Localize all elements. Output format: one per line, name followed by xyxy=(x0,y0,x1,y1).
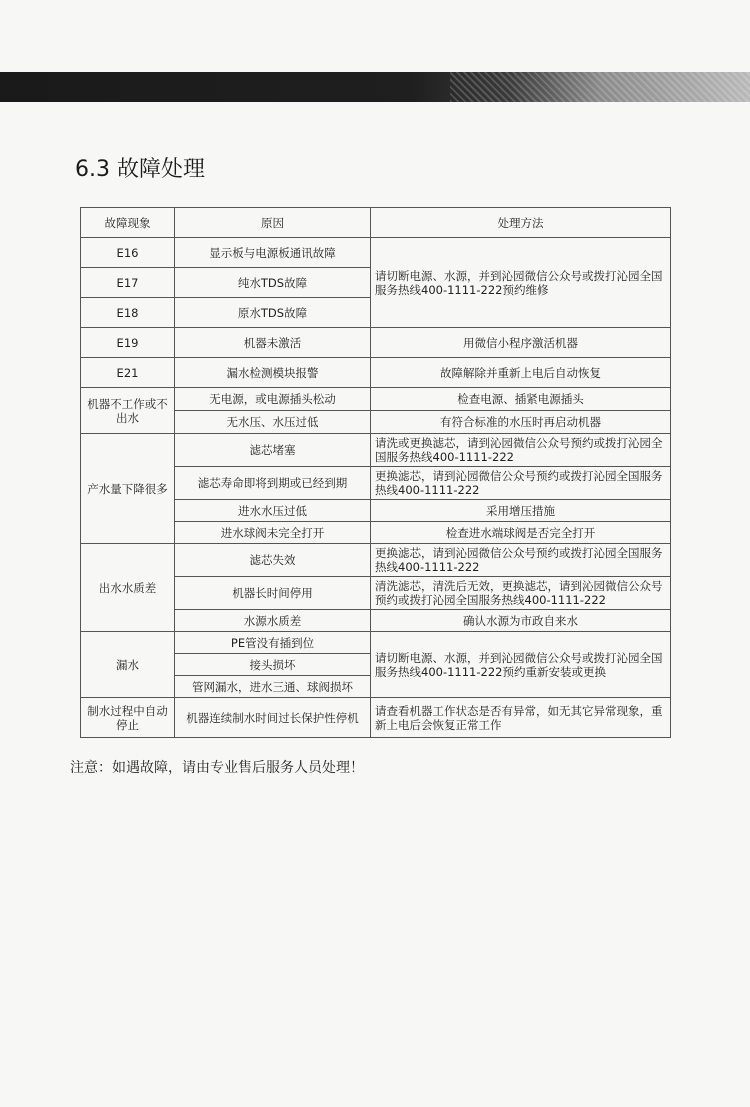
header-bar xyxy=(0,72,750,102)
solution-cell: 请洗或更换滤芯，请到沁园微信公众号预约或拨打沁园全国服务热线400-1111-222 xyxy=(371,434,671,467)
cause-cell: 纯水TDS故障 xyxy=(175,268,371,298)
cause-cell: PE管没有插到位 xyxy=(175,632,371,654)
solution-cell: 有符合标准的水压时再启动机器 xyxy=(371,411,671,434)
header-cause: 原因 xyxy=(175,208,371,238)
phenomenon-cell: E21 xyxy=(81,358,175,388)
footer-note: 注意：如遇故障，请由专业售后服务人员处理！ xyxy=(70,760,364,776)
phenomenon-cell: 产水量下降很多 xyxy=(81,434,175,544)
cause-cell: 进水水压过低 xyxy=(175,500,371,522)
solution-cell: 清洗滤芯，清洗后无效，更换滤芯，请到沁园微信公众号预约或拨打沁园全国服务热线400-1111-222 xyxy=(371,577,671,610)
cause-cell: 无水压、水压过低 xyxy=(175,411,371,434)
phenomenon-cell: 漏水 xyxy=(81,632,175,698)
solution-cell: 确认水源为市政自来水 xyxy=(371,610,671,632)
phenomenon-cell: 制水过程中自动停止 xyxy=(81,698,175,738)
section-title: 6.3 故障处理 xyxy=(75,157,205,182)
table-row xyxy=(81,544,671,577)
cause-cell: 原水TDS故障 xyxy=(175,298,371,328)
cause-cell: 滤芯失效 xyxy=(175,544,371,577)
solution-cell: 请查看机器工作状态是否有异常，如无其它异常现象，重新上电后会恢复正常工作 xyxy=(371,698,671,738)
cause-cell: 显示板与电源板通讯故障 xyxy=(175,238,371,268)
cause-cell: 机器未激活 xyxy=(175,328,371,358)
phenomenon-cell: 机器不工作或不出水 xyxy=(81,388,175,434)
solution-cell: 用微信小程序激活机器 xyxy=(371,328,671,358)
solution-cell: 故障解除并重新上电后自动恢复 xyxy=(371,358,671,388)
table-row xyxy=(81,388,671,411)
solution-cell: 更换滤芯，请到沁园微信公众号预约或拨打沁园全国服务热线400-1111-222 xyxy=(371,467,671,500)
cause-cell: 接头损坏 xyxy=(175,654,371,676)
cause-cell: 水源水质差 xyxy=(175,610,371,632)
cause-cell: 漏水检测模块报警 xyxy=(175,358,371,388)
phenomenon-cell: E16 xyxy=(81,238,175,268)
fault-table xyxy=(80,207,671,738)
solution-cell: 检查进水端球阀是否完全打开 xyxy=(371,522,671,544)
solution-cell: 请切断电源、水源，并到沁园微信公众号或拨打沁园全国服务热线400-1111-222预约维修 xyxy=(371,238,671,328)
header-solution: 处理方法 xyxy=(371,208,671,238)
cause-cell: 机器长时间停用 xyxy=(175,577,371,610)
cause-cell: 管网漏水，进水三通、球阀损坏 xyxy=(175,676,371,698)
cause-cell: 进水球阀未完全打开 xyxy=(175,522,371,544)
cause-cell: 滤芯寿命即将到期或已经到期 xyxy=(175,467,371,500)
cause-cell: 滤芯堵塞 xyxy=(175,434,371,467)
phenomenon-cell: 出水水质差 xyxy=(81,544,175,632)
table-header-row xyxy=(81,208,671,238)
solution-cell: 请切断电源、水源，并到沁园微信公众号或拨打沁园全国服务热线400-1111-222预约重新安装或更换 xyxy=(371,632,671,698)
solution-cell: 检查电源、插紧电源插头 xyxy=(371,388,671,411)
phenomenon-cell: E19 xyxy=(81,328,175,358)
table-row xyxy=(81,434,671,467)
table-row xyxy=(81,632,671,654)
phenomenon-cell: E17 xyxy=(81,268,175,298)
header-phenomenon: 故障现象 xyxy=(81,208,175,238)
table-row xyxy=(81,328,671,358)
cause-cell: 无电源，或电源插头松动 xyxy=(175,388,371,411)
solution-cell: 采用增压措施 xyxy=(371,500,671,522)
solution-cell: 更换滤芯，请到沁园微信公众号预约或拨打沁园全国服务热线400-1111-222 xyxy=(371,544,671,577)
table-row xyxy=(81,238,671,268)
cause-cell: 机器连续制水时间过长保护性停机 xyxy=(175,698,371,738)
table-row xyxy=(81,698,671,738)
table-row xyxy=(81,358,671,388)
phenomenon-cell: E18 xyxy=(81,298,175,328)
